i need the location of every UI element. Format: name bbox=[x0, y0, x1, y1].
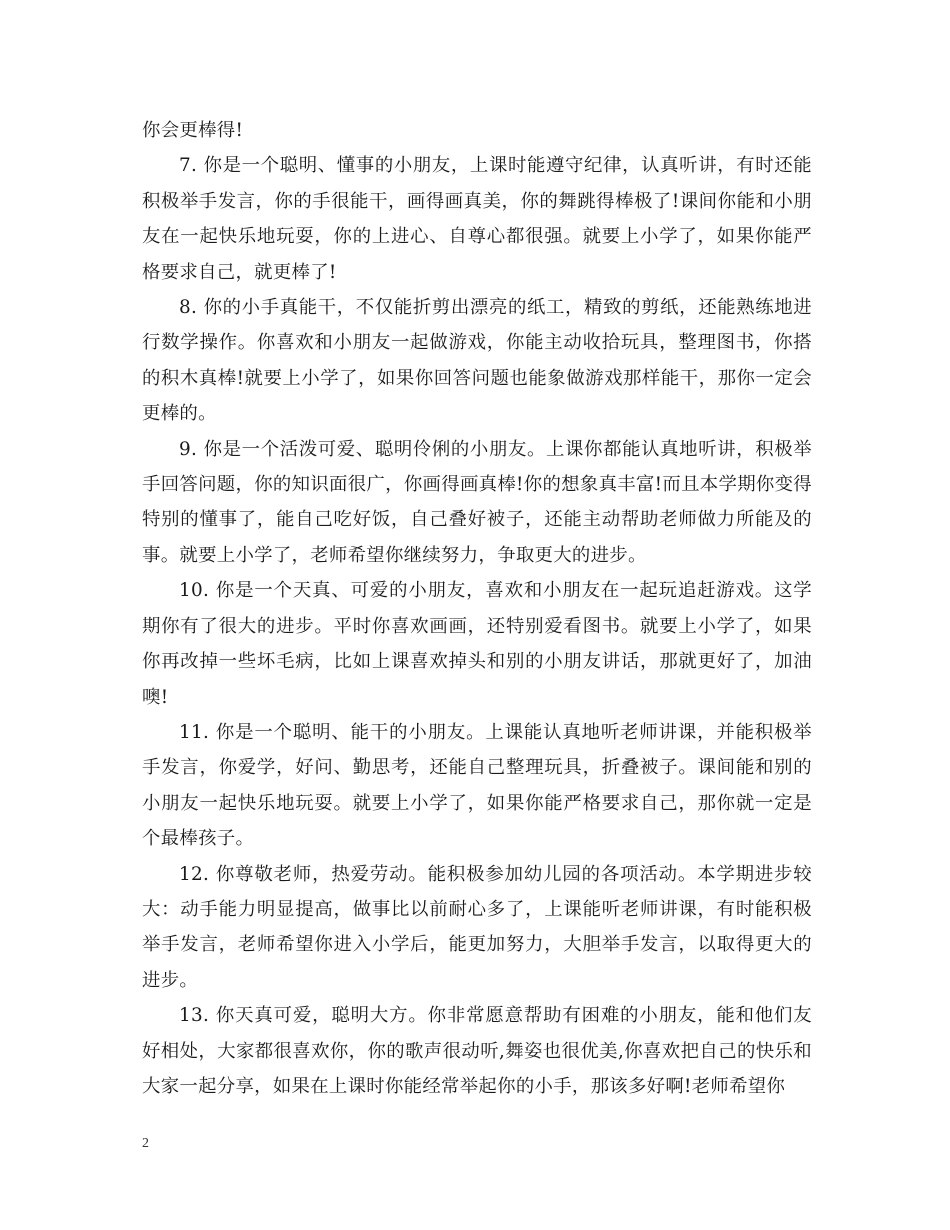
paragraph-item-9: 9. 你是一个活泼可爱、聪明伶俐的小朋友。上课你都能认真地听讲，积极举手回答问题，你的知识面很广，你画得画真棒!你的想象真丰富!而且本学期你变得特别的懂事了，能自己吃好饭，自己叠好被子，还能主动帮助老师做力所能及的事。就要上小学了，老师希望你继续努力，争取更大的进步。 bbox=[142, 438, 812, 566]
paragraph-item-10: 10. 你是一个天真、可爱的小朋友，喜欢和小朋友在一起玩追赶游戏。这学期你有了很大的进步。平时你喜欢画画，还特别爱看图书。就要上小学了，如果你再改掉一些坏毛病，比如上课喜欢掉头和别的小朋友讲话，那就更好了，加油噢! bbox=[142, 580, 812, 708]
paragraph-item-12: 12. 你尊敬老师，热爱劳动。能积极参加幼儿园的各项活动。本学期进步较大：动手能力明显提高，做事比以前耐心多了，上课能听老师讲课，有时能积极举手发言，老师希望你进入小学后，能更加努力，大胆举手发言，以取得更大的进步。 bbox=[142, 863, 812, 991]
page-number: 2 bbox=[142, 1136, 149, 1151]
document-body bbox=[142, 113, 812, 1104]
paragraph-continuation: 你会更棒得! bbox=[142, 120, 244, 141]
paragraph-item-13: 13. 你天真可爱，聪明大方。你非常愿意帮助有困难的小朋友，能和他们友好相处，大家都很喜欢你，你的歌声很动听,舞姿也很优美,你喜欢把自己的快乐和大家一起分享，如果在上课时你能经常举起你的小手，那该多好啊!老师希望你 bbox=[142, 1005, 812, 1097]
paragraph-item-11: 11. 你是一个聪明、能干的小朋友。上课能认真地听老师讲课，并能积极举手发言，你爱学，好问、勤思考，还能自己整理玩具，折叠被子。课间能和别的小朋友一起快乐地玩耍。就要上小学了，如果你能严格要求自己，那你就一定是个最棒孩子。 bbox=[142, 721, 812, 850]
paragraph-item-8: 8. 你的小手真能干，不仅能折剪出漂亮的纸工，精致的剪纸，还能熟练地进行数学操作。你喜欢和小朋友一起做游戏，你能主动收拾玩具，整理图书，你搭的积木真棒!就要上小学了，如果你回答问题也能象做游戏那样能干，那你一定会更棒的。 bbox=[142, 297, 812, 425]
paragraph-item-7: 7. 你是一个聪明、懂事的小朋友，上课时能遵守纪律，认真听讲，有时还能积极举手发言，你的手很能干，画得画真美，你的舞跳得棒极了!课间你能和小朋友在一起快乐地玩耍，你的上进心、自尊心都很强。就要上小学了，如果你能严格要求自己，就更棒了! bbox=[142, 155, 812, 283]
